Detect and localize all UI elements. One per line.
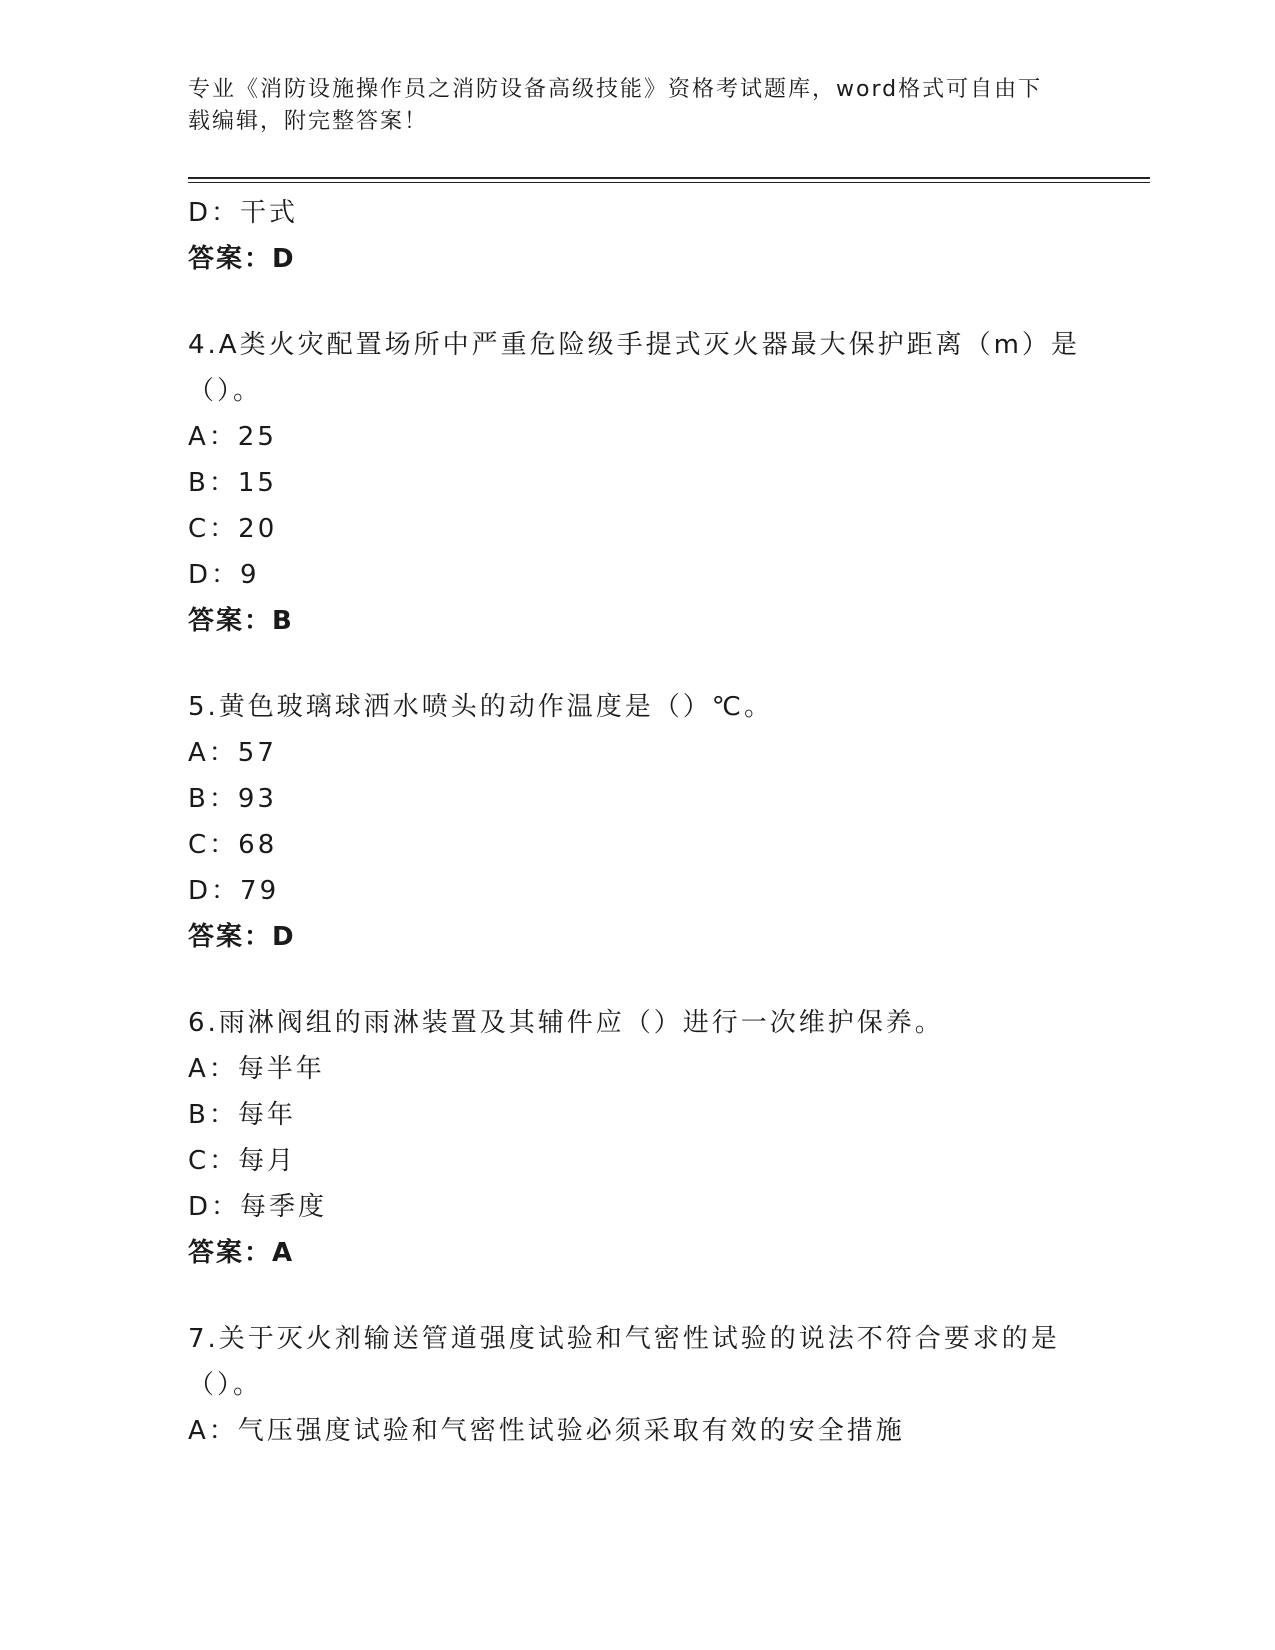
document-header <box>188 74 1068 138</box>
prev-option-d: D：干式 <box>188 198 299 228</box>
q6-answer: 答案：A <box>188 1238 295 1268</box>
q4-option-a: A：25 <box>188 422 277 452</box>
header-line-2: 载编辑，附完整答案！ <box>188 109 429 134</box>
q5-option-c: C：68 <box>188 830 278 860</box>
q6-option-d: D：每季度 <box>188 1192 328 1222</box>
q4-option-c: C：20 <box>188 514 278 544</box>
q5-option-b: B：93 <box>188 784 277 814</box>
q7-stem-line-1: 7.关于灭火剂输送管道强度试验和气密性试验的说法不符合要求的是 <box>188 1324 1060 1354</box>
header-divider-thin <box>188 182 1150 183</box>
q4-stem-line-2: （）。 <box>188 376 263 406</box>
header-divider-thick <box>188 177 1150 179</box>
question-list <box>188 190 1088 1454</box>
q4-option-d: D：9 <box>188 560 260 590</box>
q4-stem-line-1: 4.A类火灾配置场所中严重危险级手提式灭火器最大保护距离（m）是 <box>188 330 1080 360</box>
q6-option-c: C：每月 <box>188 1146 297 1176</box>
q4-answer: 答案：B <box>188 606 294 636</box>
q6-option-b: B：每年 <box>188 1100 296 1130</box>
q7-stem-line-2: （）。 <box>188 1370 263 1400</box>
q7-option-a: A：气压强度试验和气密性试验必须采取有效的安全措施 <box>188 1416 905 1446</box>
prev-answer: 答案：D <box>188 244 296 274</box>
q6-option-a: A：每半年 <box>188 1054 325 1084</box>
header-line-1: 专业《消防设施操作员之消防设备高级技能》资格考试题库，word格式可自由下 <box>188 77 1043 102</box>
q5-option-d: D：79 <box>188 876 280 906</box>
q5-answer: 答案：D <box>188 922 296 952</box>
q5-option-a: A：57 <box>188 738 277 768</box>
q5-stem: 5.黄色玻璃球洒水喷头的动作温度是（）℃。 <box>188 692 774 722</box>
q4-option-b: B：15 <box>188 468 277 498</box>
q6-stem: 6.雨淋阀组的雨淋装置及其辅件应（）进行一次维护保养。 <box>188 1008 944 1038</box>
